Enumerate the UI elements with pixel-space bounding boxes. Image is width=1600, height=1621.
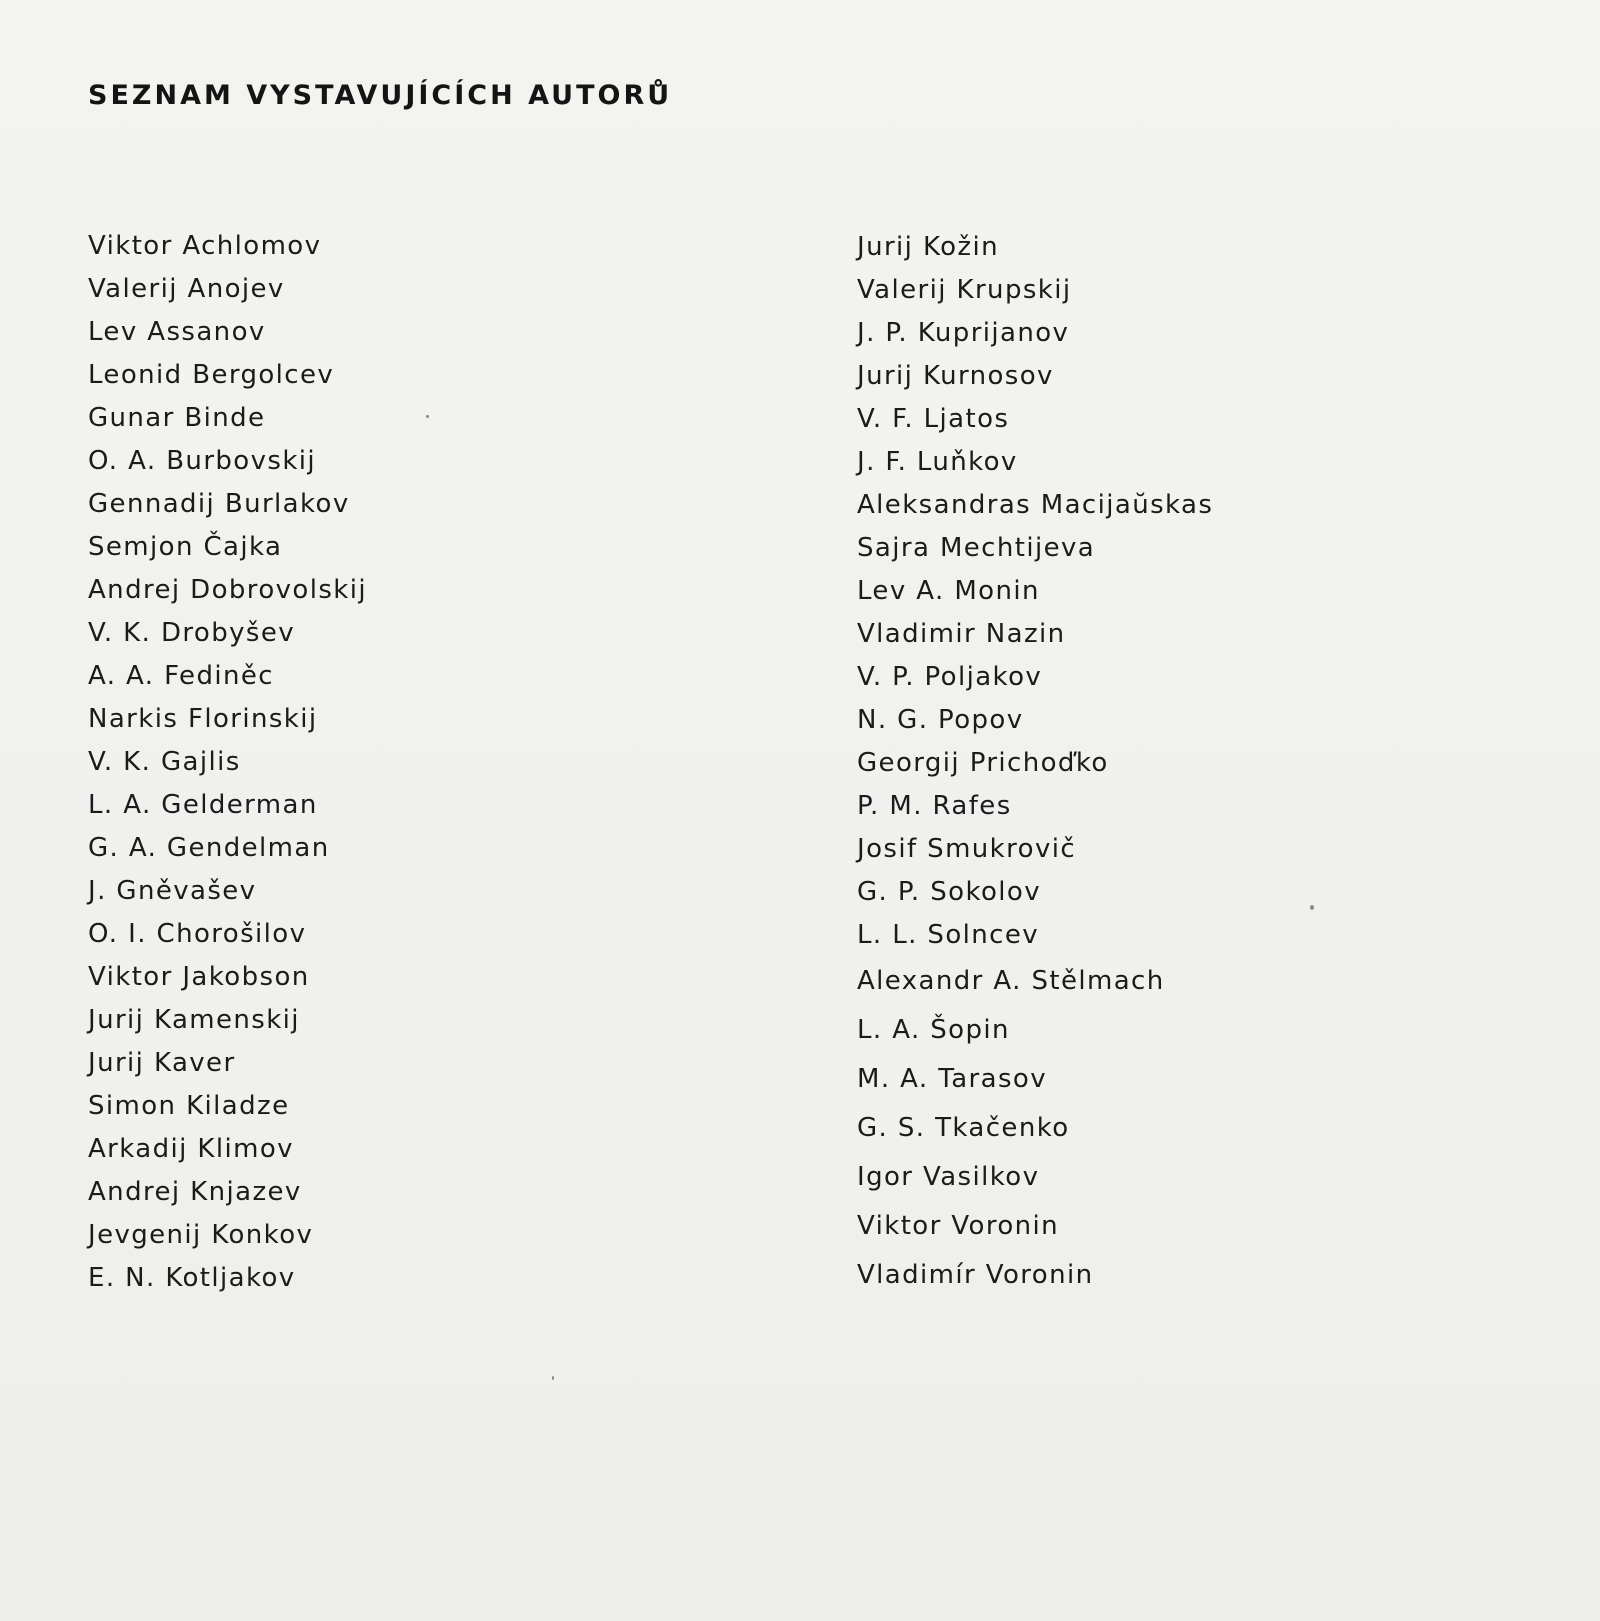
author-name: Alexandr A. Stělmach bbox=[857, 966, 1165, 996]
author-name: V. F. Ljatos bbox=[857, 404, 1010, 434]
author-name: L. A. Šopin bbox=[857, 1015, 1010, 1045]
author-name: Andrej Knjazev bbox=[88, 1177, 302, 1207]
author-name: Vladimir Nazin bbox=[857, 619, 1066, 649]
author-name: Viktor Jakobson bbox=[88, 962, 310, 992]
paper-speck bbox=[1310, 905, 1314, 910]
author-name: O. A. Burbovskij bbox=[88, 446, 317, 476]
author-name: L. A. Gelderman bbox=[88, 790, 318, 820]
author-name: G. S. Tkačenko bbox=[857, 1113, 1070, 1143]
author-name: M. A. Tarasov bbox=[857, 1064, 1047, 1094]
author-name: Lev Assanov bbox=[88, 317, 266, 347]
page-heading: SEZNAM VYSTAVUJÍCÍCH AUTORŮ bbox=[88, 80, 673, 111]
author-name: N. G. Popov bbox=[857, 705, 1024, 735]
author-name: O. I. Chorošilov bbox=[88, 919, 307, 949]
author-name: Simon Kiladze bbox=[88, 1091, 290, 1121]
author-name: Jurij Kurnosov bbox=[857, 361, 1054, 391]
author-name: Gennadij Burlakov bbox=[88, 489, 350, 519]
author-name: L. L. Solncev bbox=[857, 920, 1040, 950]
author-name: V. K. Gajlis bbox=[88, 747, 241, 777]
author-name: A. A. Fediněc bbox=[88, 661, 274, 691]
author-list-right bbox=[857, 226, 1213, 1300]
author-name: Arkadij Klimov bbox=[88, 1134, 294, 1164]
author-name: P. M. Rafes bbox=[857, 791, 1012, 821]
author-name: J. P. Kuprijanov bbox=[857, 318, 1070, 348]
author-name: Sajra Mechtijeva bbox=[857, 533, 1096, 563]
author-name: Narkis Florinskij bbox=[88, 704, 318, 734]
author-name: Jurij Kamenskij bbox=[88, 1005, 300, 1035]
author-name: G. P. Sokolov bbox=[857, 877, 1042, 907]
author-name: Jevgenij Konkov bbox=[88, 1220, 314, 1250]
author-name: V. K. Drobyšev bbox=[88, 618, 296, 648]
author-name: J. F. Luňkov bbox=[857, 447, 1018, 477]
author-list-left bbox=[88, 225, 367, 1300]
author-name: Leonid Bergolcev bbox=[88, 360, 335, 390]
author-name: Valerij Krupskij bbox=[857, 275, 1072, 305]
author-name: Georgij Prichoďko bbox=[857, 748, 1109, 778]
author-name: V. P. Poljakov bbox=[857, 662, 1043, 692]
author-name: Viktor Achlomov bbox=[88, 231, 322, 261]
author-name: Jurij Kožin bbox=[857, 232, 999, 262]
paper-speck bbox=[552, 1376, 554, 1380]
author-name: Vladimír Voronin bbox=[857, 1260, 1094, 1290]
author-name: E. N. Kotljakov bbox=[88, 1263, 296, 1293]
paper-speck bbox=[426, 415, 429, 418]
author-name: Gunar Binde bbox=[88, 403, 266, 433]
author-name: Andrej Dobrovolskij bbox=[88, 575, 367, 605]
author-name: Josif Smukrovič bbox=[857, 834, 1077, 864]
author-name: Lev A. Monin bbox=[857, 576, 1040, 606]
author-name: Jurij Kaver bbox=[88, 1048, 236, 1078]
author-name: Igor Vasilkov bbox=[857, 1162, 1040, 1192]
author-name: Semjon Čajka bbox=[88, 532, 283, 562]
author-name: J. Gněvašev bbox=[88, 876, 257, 906]
author-name: Viktor Voronin bbox=[857, 1211, 1060, 1241]
author-name: Valerij Anojev bbox=[88, 274, 285, 304]
author-name: G. A. Gendelman bbox=[88, 833, 330, 863]
author-name: Aleksandras Macijaŭskas bbox=[857, 490, 1214, 520]
